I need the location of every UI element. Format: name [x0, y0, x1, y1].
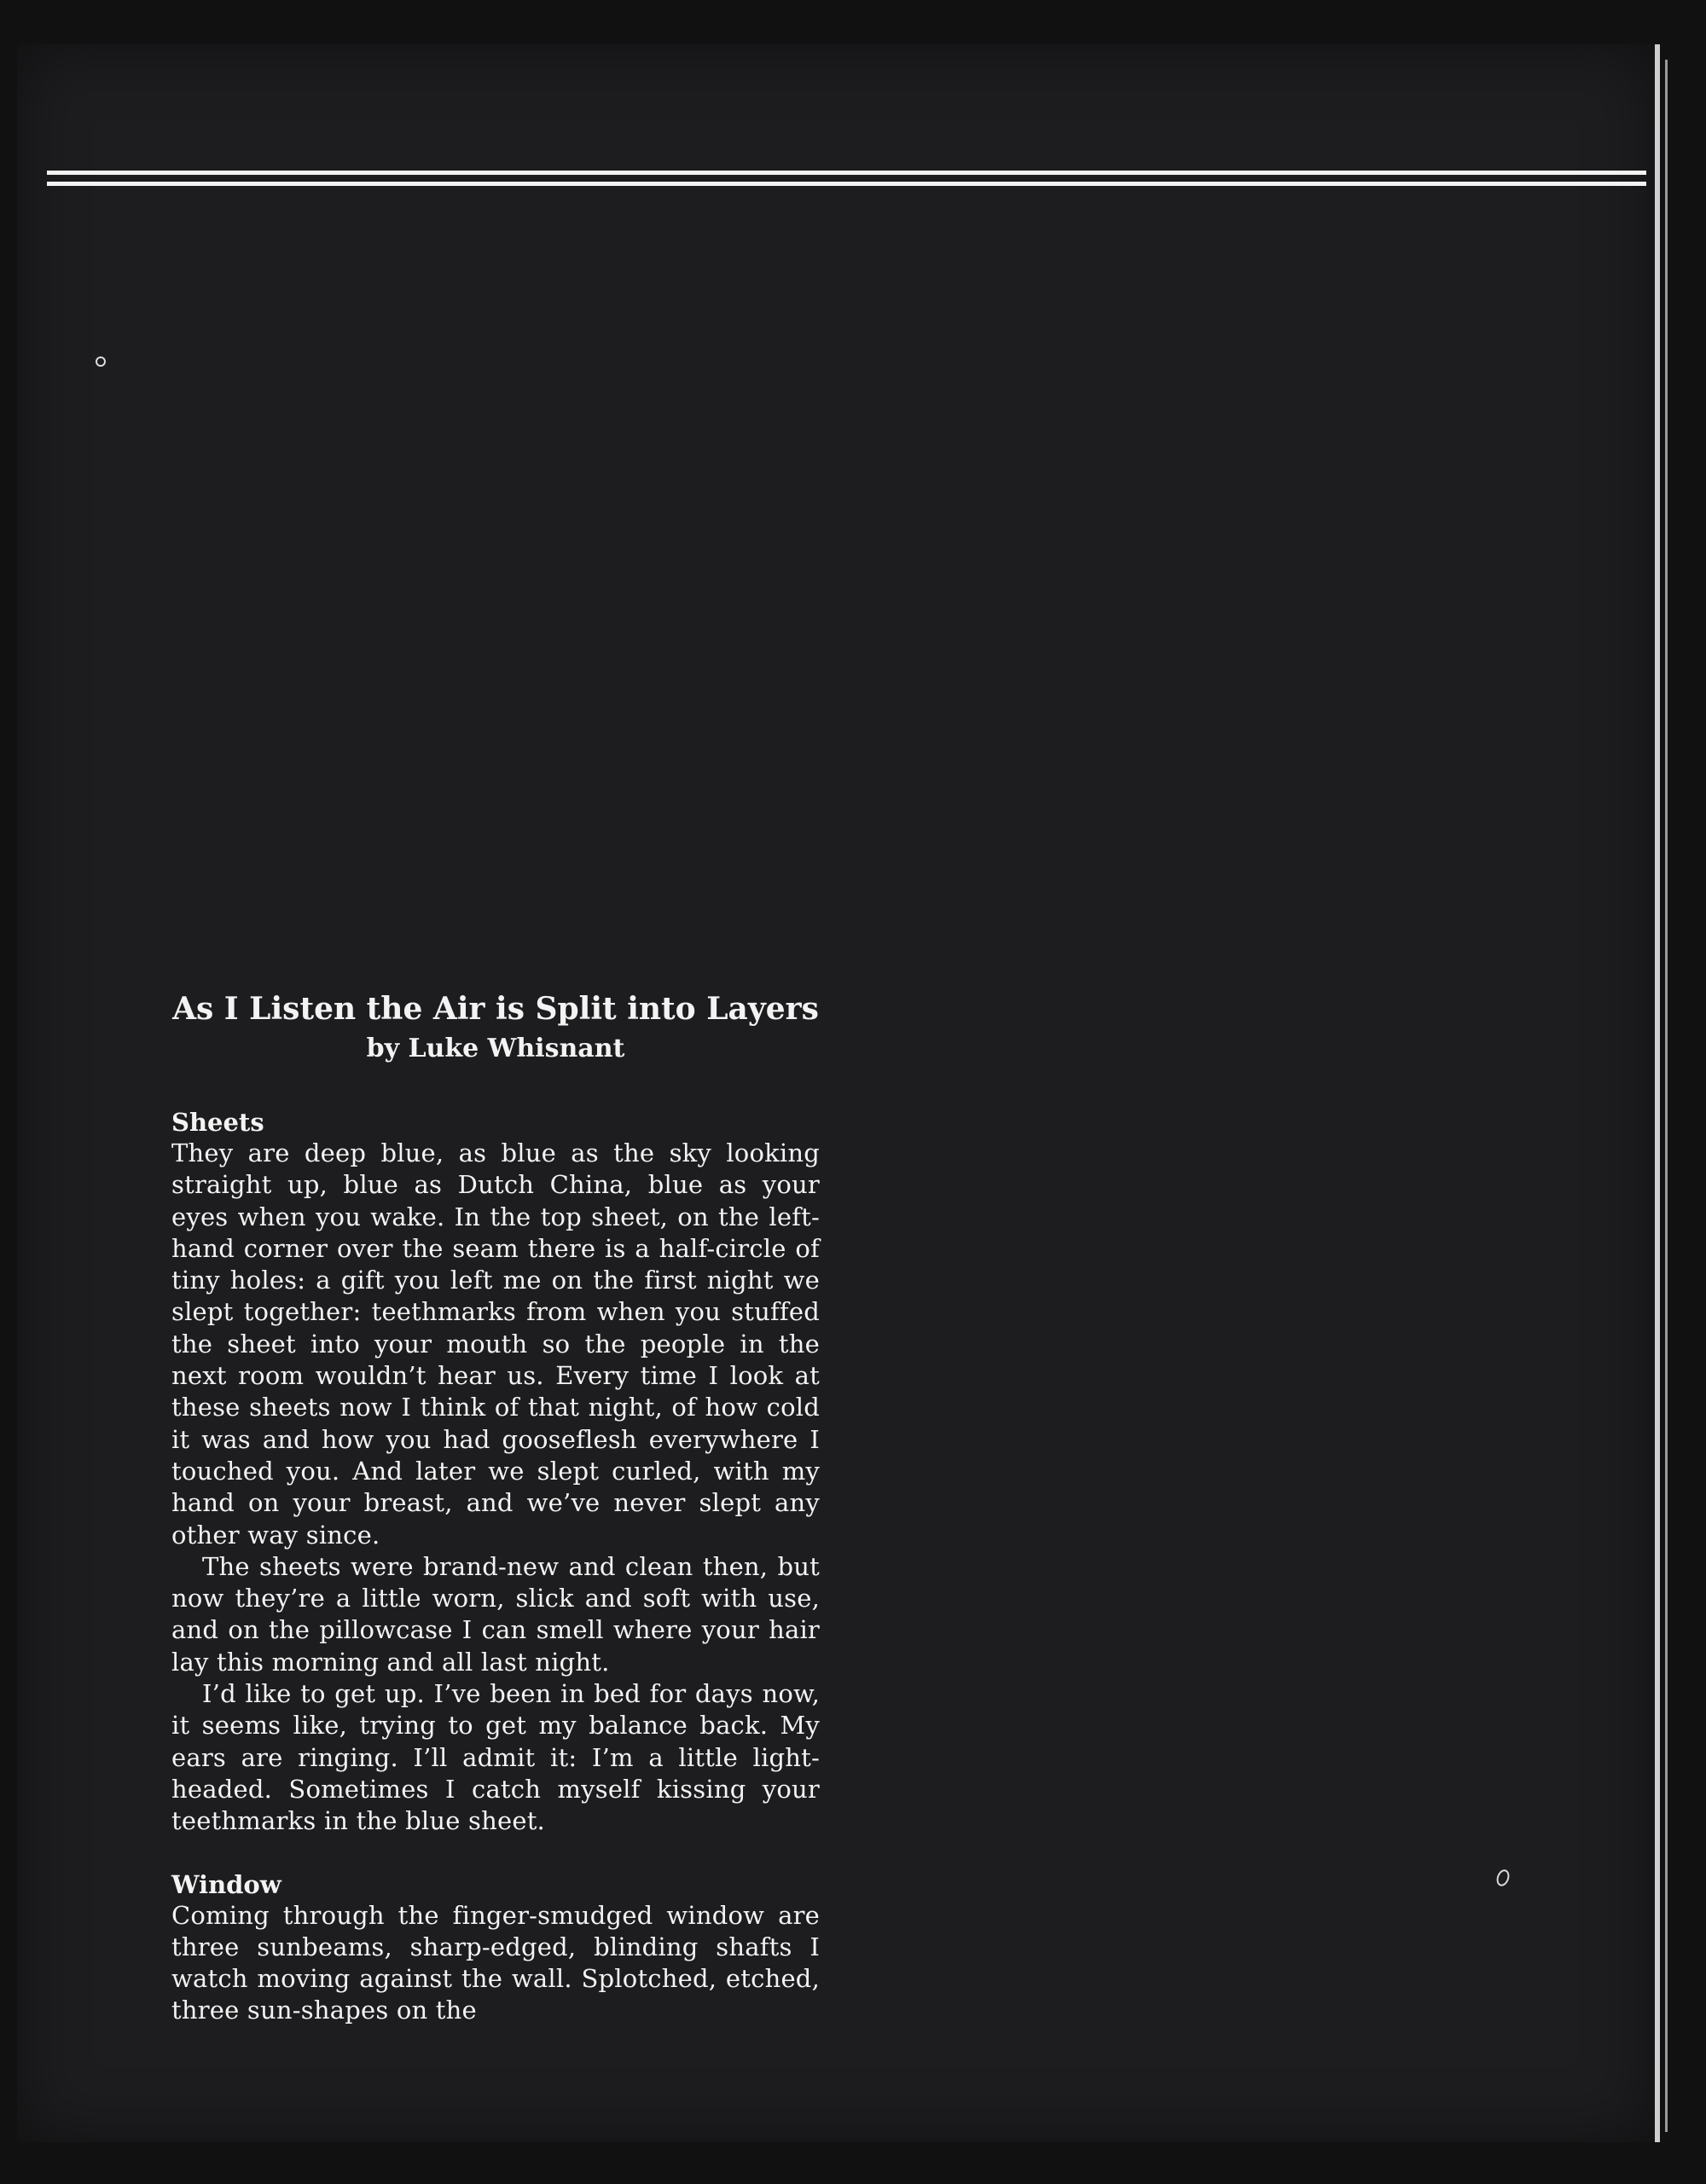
section-heading-sheets: Sheets [171, 1108, 264, 1137]
article-byline: by Luke Whisnant [366, 1034, 625, 1063]
header-rule-top [47, 171, 1646, 175]
header-rule-bottom [47, 182, 1646, 186]
body-paragraph: They are deep blue, as blue as the sky looking straight up, blue as Dutch China, blue as your eyes when you wake. In the top sheet, on the left-hand corner over the seam there is a half-circle of tiny holes: a gift you left me on the first night we slept together: teethmarks from when you stuffed the sheet into your mouth so the people in the next room wouldn’t hear us. Every time I look at these sheets now I think of that night, of how cold it was and how you had gooseflesh everywhere I touched you. And later we slept curled, with my hand on your breast, and we’ve never slept any other way since. [171, 1138, 820, 1550]
page-edge-shadow [1665, 60, 1668, 2132]
article-title: As I Listen the Air is Split into Layers [172, 991, 819, 1027]
body-paragraph: Coming through the finger-smudged window are three sunbeams, sharp-edged, blinding shafts I watch moving against the wall. Splotched, etched, three sun-shapes on the [171, 1900, 820, 2025]
section-spacer [171, 1838, 820, 1869]
section-heading-window: Window [171, 1869, 281, 1899]
page-edge [1655, 44, 1660, 2142]
dust-speck [96, 356, 106, 367]
article-column [171, 988, 820, 2027]
body-paragraph: The sheets were brand-new and clean then, but now they’re a little worn, slick and soft with use, and on the pillowcase I can smell where your hair lay this morning and all last night. [171, 1551, 820, 1677]
body-paragraph: I’d like to get up. I’ve been in bed for days now, it seems like, trying to get my balance back. My ears are ringing. I’ll admit it: I’m a little light-headed. Sometimes I catch myself kissing your teethmarks in the blue sheet. [171, 1679, 820, 1836]
